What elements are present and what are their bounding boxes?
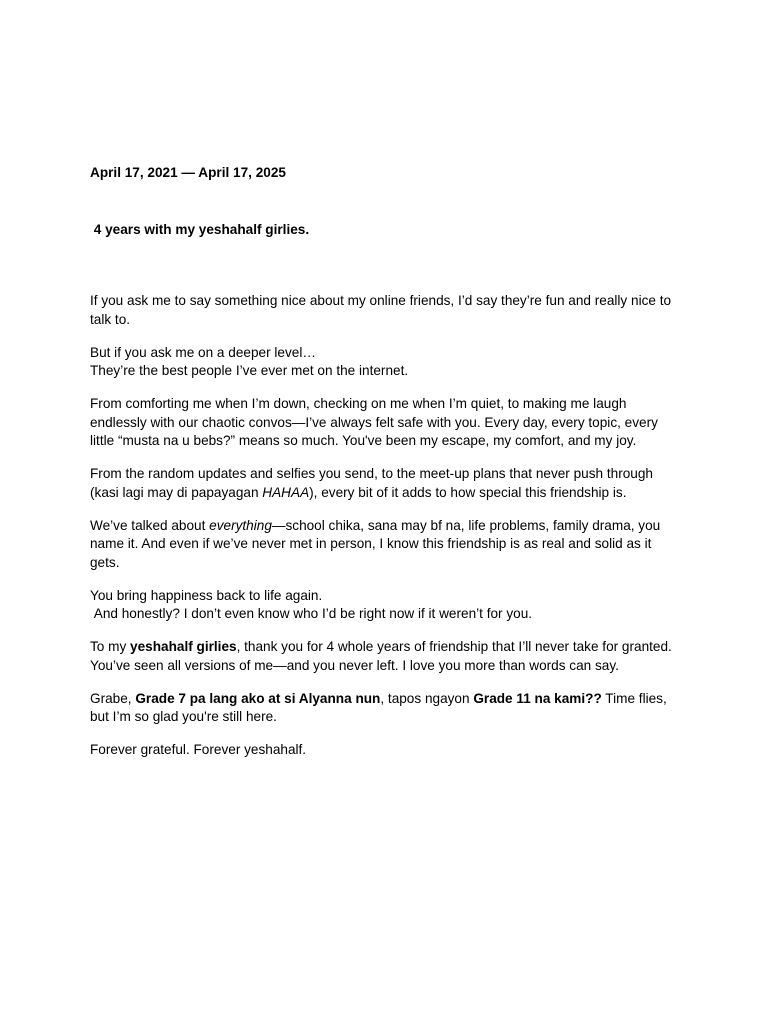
bold-text-run: Grade 11 na kami?? xyxy=(473,690,602,706)
heading-date-range: April 17, 2021 — April 17, 2025 xyxy=(90,165,286,180)
text-run: —school chika, sana may bf na, life problems, family drama, you name it. And even if we’ve never met in person, I know this friendship is as real and solid as it gets. xyxy=(90,517,661,570)
text-run: Forever grateful. Forever yeshahalf. xyxy=(90,742,307,757)
document-heading xyxy=(90,125,680,277)
paragraph xyxy=(90,517,680,573)
text-run: ), every bit of it adds to how special this friendship is. xyxy=(309,484,627,500)
text-run: If you ask me to say something nice about my online friends, I’d say they’re fun and really nice to talk to. xyxy=(90,293,672,327)
text-run: We’ve talked about xyxy=(90,517,210,533)
text-run: From comforting me when I’m down, checking on me when I’m quiet, to making me laugh endlessly with our chaotic convos—I’ve always felt safe with you. Every day, every topic, every little “musta na u bebs?” means so much. You've been my escape, my comfort, and my joy. xyxy=(90,396,658,448)
text-run: Grabe, xyxy=(90,690,136,706)
italic-text-run: everything xyxy=(209,517,272,533)
paragraph xyxy=(90,465,680,502)
text-run: , tapos ngayon xyxy=(380,690,474,706)
bold-text-run: yeshahalf girlies xyxy=(130,639,237,654)
paragraph xyxy=(90,741,680,760)
text-line: You bring happiness back to life again. xyxy=(90,587,323,603)
paragraph xyxy=(90,292,680,329)
bold-text-run: Grade 7 pa lang ako at si Alyanna nun xyxy=(135,690,381,706)
paragraph xyxy=(90,690,680,727)
paragraph xyxy=(90,587,680,624)
text-run: To my xyxy=(90,639,131,654)
italic-text-run: HAHAA xyxy=(262,484,310,500)
text-run: Time flies, but I’m so glad you're still here. xyxy=(90,690,667,724)
text-line: They’re the best people I’ve ever met on the internet. xyxy=(90,363,409,378)
text-line: And honestly? I don’t even know who I’d be right now if it weren’t for you. xyxy=(90,606,533,621)
heading-subtitle: 4 years with my yeshahalf girlies. xyxy=(90,222,310,237)
text-run: From the random updates and selfies you send, to the meet-up plans that never push through (kasi lagi may di papayagan xyxy=(90,466,653,500)
text-line: But if you ask me on a deeper level… xyxy=(90,344,316,360)
paragraph xyxy=(90,638,680,675)
text-run: , thank you for 4 whole years of friendship that I’ll never take for granted. You’ve seen all versions of me—and you never left. I love you more than words can say. xyxy=(90,639,672,673)
paragraph xyxy=(90,395,680,451)
paragraph xyxy=(90,344,680,381)
